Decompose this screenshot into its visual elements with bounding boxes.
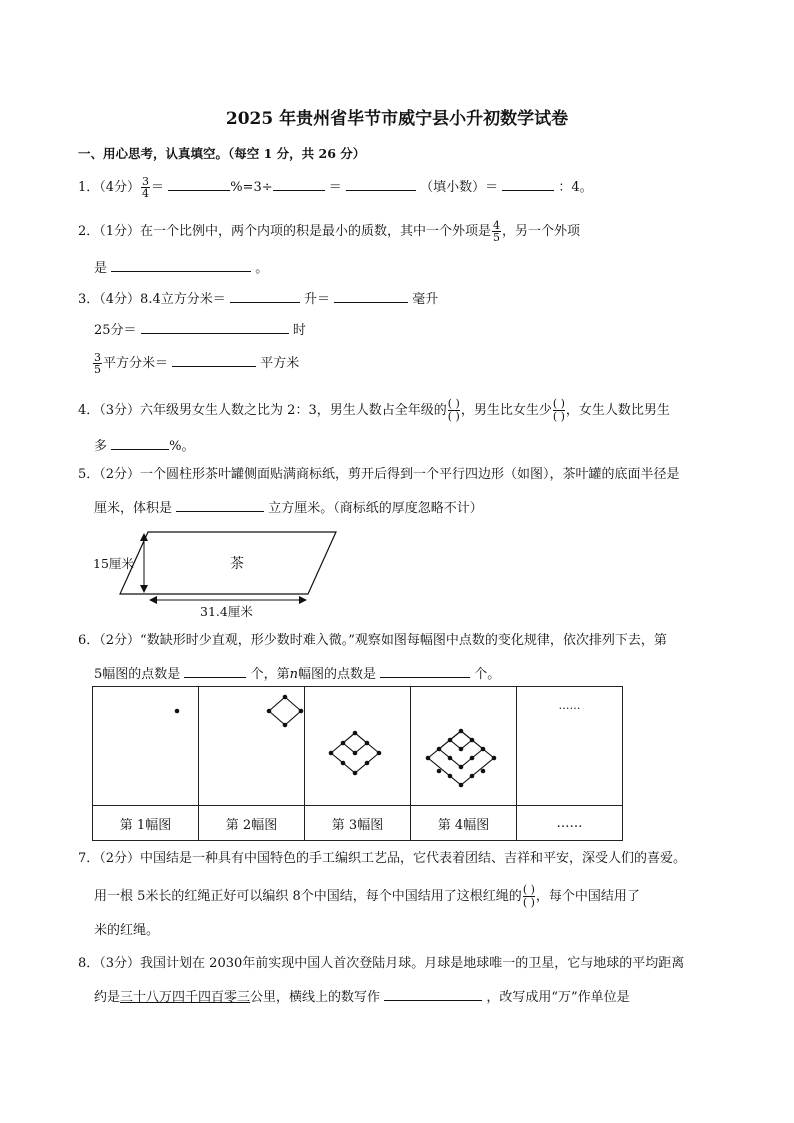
figure-cell-4 xyxy=(411,687,517,806)
dot xyxy=(283,695,288,700)
dot xyxy=(175,709,180,714)
parallelogram-figure xyxy=(90,524,350,620)
question-7-line-2 xyxy=(94,884,640,909)
parallelogram-shape xyxy=(120,532,336,594)
q7-fraction xyxy=(523,884,535,909)
q4-frac2-num: ( ) xyxy=(552,397,565,410)
q2-text-3: 是 xyxy=(94,261,108,276)
q4-fraction-1 xyxy=(448,398,460,423)
q8-underlined-number: 三十八万四千四百零三 xyxy=(120,990,251,1005)
question-8-line-2 xyxy=(94,987,630,1007)
question-3 xyxy=(78,289,438,309)
question-4-line-2 xyxy=(94,436,195,456)
caption-4: 第 4幅图 xyxy=(411,806,517,841)
question-5 xyxy=(78,466,680,484)
q5-text-3: 立方厘米。（商标纸的厚度忽略不计） xyxy=(268,501,483,516)
q3-blank-2[interactable] xyxy=(334,289,408,303)
q1-blank-1[interactable] xyxy=(168,177,230,191)
q3-text-3: 毫升 xyxy=(412,292,439,307)
figure-cell-1 xyxy=(93,687,199,806)
question-2 xyxy=(78,220,580,243)
q8-blank-1[interactable] xyxy=(384,987,482,1001)
q3-text-4: 25分＝ xyxy=(94,323,137,338)
q7-frac-den: ( ) xyxy=(522,896,535,909)
q3-blank-4[interactable] xyxy=(172,353,256,367)
caption-5: …… xyxy=(517,806,623,841)
q1-text-5: ：4。 xyxy=(558,180,593,195)
question-7-line-3 xyxy=(94,922,159,940)
section-heading: 一、用心思考，认真填空。（每空 1 分，共 26 分） xyxy=(78,146,366,161)
q3-text-7: 平方米 xyxy=(260,356,300,371)
ellipsis-top: …… xyxy=(558,699,581,712)
q3-text-2: 升＝ xyxy=(304,292,331,307)
question-8 xyxy=(78,955,684,973)
q4-text-2: ，男生比女生少 xyxy=(460,403,552,418)
tea-label: 茶 xyxy=(230,556,244,572)
q7-text-4: 米的红绳。 xyxy=(94,923,160,938)
q4-text-3: ，女生人数比男生 xyxy=(565,403,670,418)
q2-text-4: 。 xyxy=(255,261,269,276)
q6-text-3: 个，第 xyxy=(250,667,290,682)
page-title: 2025 年贵州省毕节市威宁县小升初数学试卷 xyxy=(225,109,569,129)
question-1 xyxy=(78,176,593,199)
q6-text-2: 5幅图的点数是 xyxy=(94,667,181,682)
q3-blank-1[interactable] xyxy=(230,289,300,303)
q4-text-4: 多 xyxy=(94,439,108,454)
q1-blank-3[interactable] xyxy=(346,177,416,191)
figure-cell-3 xyxy=(305,687,411,806)
q6-blank-1[interactable] xyxy=(184,664,246,678)
q1-text-3: ＝ xyxy=(328,180,342,195)
q7-text-3: ，每个中国结用了 xyxy=(535,889,640,904)
q1-text-2: %=3÷ xyxy=(230,180,273,195)
q7-frac-num: ( ) xyxy=(522,883,535,896)
q4-text-1: 4．（3分）六年级男女生人数之比为 2：3，男生人数占全年级的 xyxy=(78,403,447,418)
q4-frac1-den: ( ) xyxy=(447,410,460,423)
q1-den: 4 xyxy=(142,187,150,200)
q3-fraction xyxy=(93,352,102,375)
q3-text-5: 时 xyxy=(292,323,306,338)
dot-pattern-table xyxy=(92,686,623,841)
q1-prefix: 1．（4分） xyxy=(78,180,141,195)
q6-text-5: 个。 xyxy=(474,667,501,682)
q8-text-3: 公里，横线上的数写作 xyxy=(250,990,381,1005)
q6-blank-2[interactable] xyxy=(380,664,470,678)
caption-2: 第 2幅图 xyxy=(199,806,305,841)
question-5-line-2 xyxy=(94,498,483,518)
q8-text-1: 8．（3分）我国计划在 2030年前实现中国人首次登陆月球。月球是地球唯一的卫星，它与地球的平均距离 xyxy=(78,956,685,971)
q7-text-2: 用一根 5米长的红绳正好可以编织 8个中国结，每个中国结用了这根红绳的 xyxy=(94,889,522,904)
q2-text-2: ，另一个外项 xyxy=(502,224,581,239)
dot xyxy=(267,709,272,714)
q3-den: 5 xyxy=(94,363,101,376)
dot xyxy=(283,723,288,728)
question-6-line-2 xyxy=(94,664,500,684)
dot xyxy=(299,709,304,714)
question-2-line-2 xyxy=(94,258,268,278)
q2-blank[interactable] xyxy=(111,258,251,272)
q8-text-4: ，改写成用“万”作单位是 xyxy=(486,990,630,1005)
figure-cell-5 xyxy=(517,687,623,806)
question-3-line-3 xyxy=(92,352,299,375)
q2-fraction xyxy=(492,220,501,243)
q3-num: 3 xyxy=(94,351,101,364)
q2-den: 5 xyxy=(493,231,501,244)
q4-text-5: %。 xyxy=(169,439,195,454)
q1-blank-4[interactable] xyxy=(502,177,554,191)
q6-text-1: 6．（2分）“数缺形时少直观，形少数时难入微。”观察如图每幅图中点数的变化规律，依次排列下去，第 xyxy=(78,633,667,648)
q2-text-1: 2．（1分）在一个比例中，两个内项的积是最小的质数，其中一个外项是 xyxy=(78,224,492,239)
q4-fraction-2 xyxy=(553,398,565,423)
question-4 xyxy=(78,398,670,423)
height-label: 15厘米 xyxy=(93,556,134,571)
q1-num: 3 xyxy=(142,175,150,188)
q5-text-2: 厘米，体积是 xyxy=(94,501,173,516)
q3-text-1: 3．（4分）8.4立方分米＝ xyxy=(78,292,226,307)
base-label: 31.4厘米 xyxy=(200,604,253,619)
q4-blank[interactable] xyxy=(111,436,169,450)
question-7 xyxy=(78,850,686,868)
question-3-line-2 xyxy=(94,320,306,340)
q6-n: n xyxy=(289,667,298,682)
q2-num: 4 xyxy=(493,219,501,232)
q6-text-4: 幅图的点数是 xyxy=(297,667,376,682)
caption-1: 第 1幅图 xyxy=(93,806,199,841)
q5-text-1: 5．（2分）一个圆柱形茶叶罐侧面贴满商标纸，剪开后得到一个平行四边形（如图），茶叶罐的底面半径是 xyxy=(78,467,680,482)
q8-text-2: 约是 xyxy=(94,990,121,1005)
figure-cell-2 xyxy=(199,687,305,806)
q1-blank-2[interactable] xyxy=(273,177,325,191)
question-6 xyxy=(78,632,667,650)
q5-blank[interactable] xyxy=(176,498,264,512)
q3-text-6: 平方分米＝ xyxy=(103,356,169,371)
q4-frac2-den: ( ) xyxy=(552,410,565,423)
caption-3: 第 3幅图 xyxy=(305,806,411,841)
q7-text-1: 7．（2分）中国结是一种具有中国特色的手工编织工艺品，它代表着团结、吉祥和平安，深受人们的喜爱。 xyxy=(78,851,687,866)
q1-text-4: （填小数）＝ xyxy=(420,180,499,195)
q1-fraction xyxy=(141,176,150,199)
q3-blank-3[interactable] xyxy=(141,320,289,334)
q4-frac1-num: ( ) xyxy=(447,397,460,410)
q1-text-1: ＝ xyxy=(151,180,165,195)
